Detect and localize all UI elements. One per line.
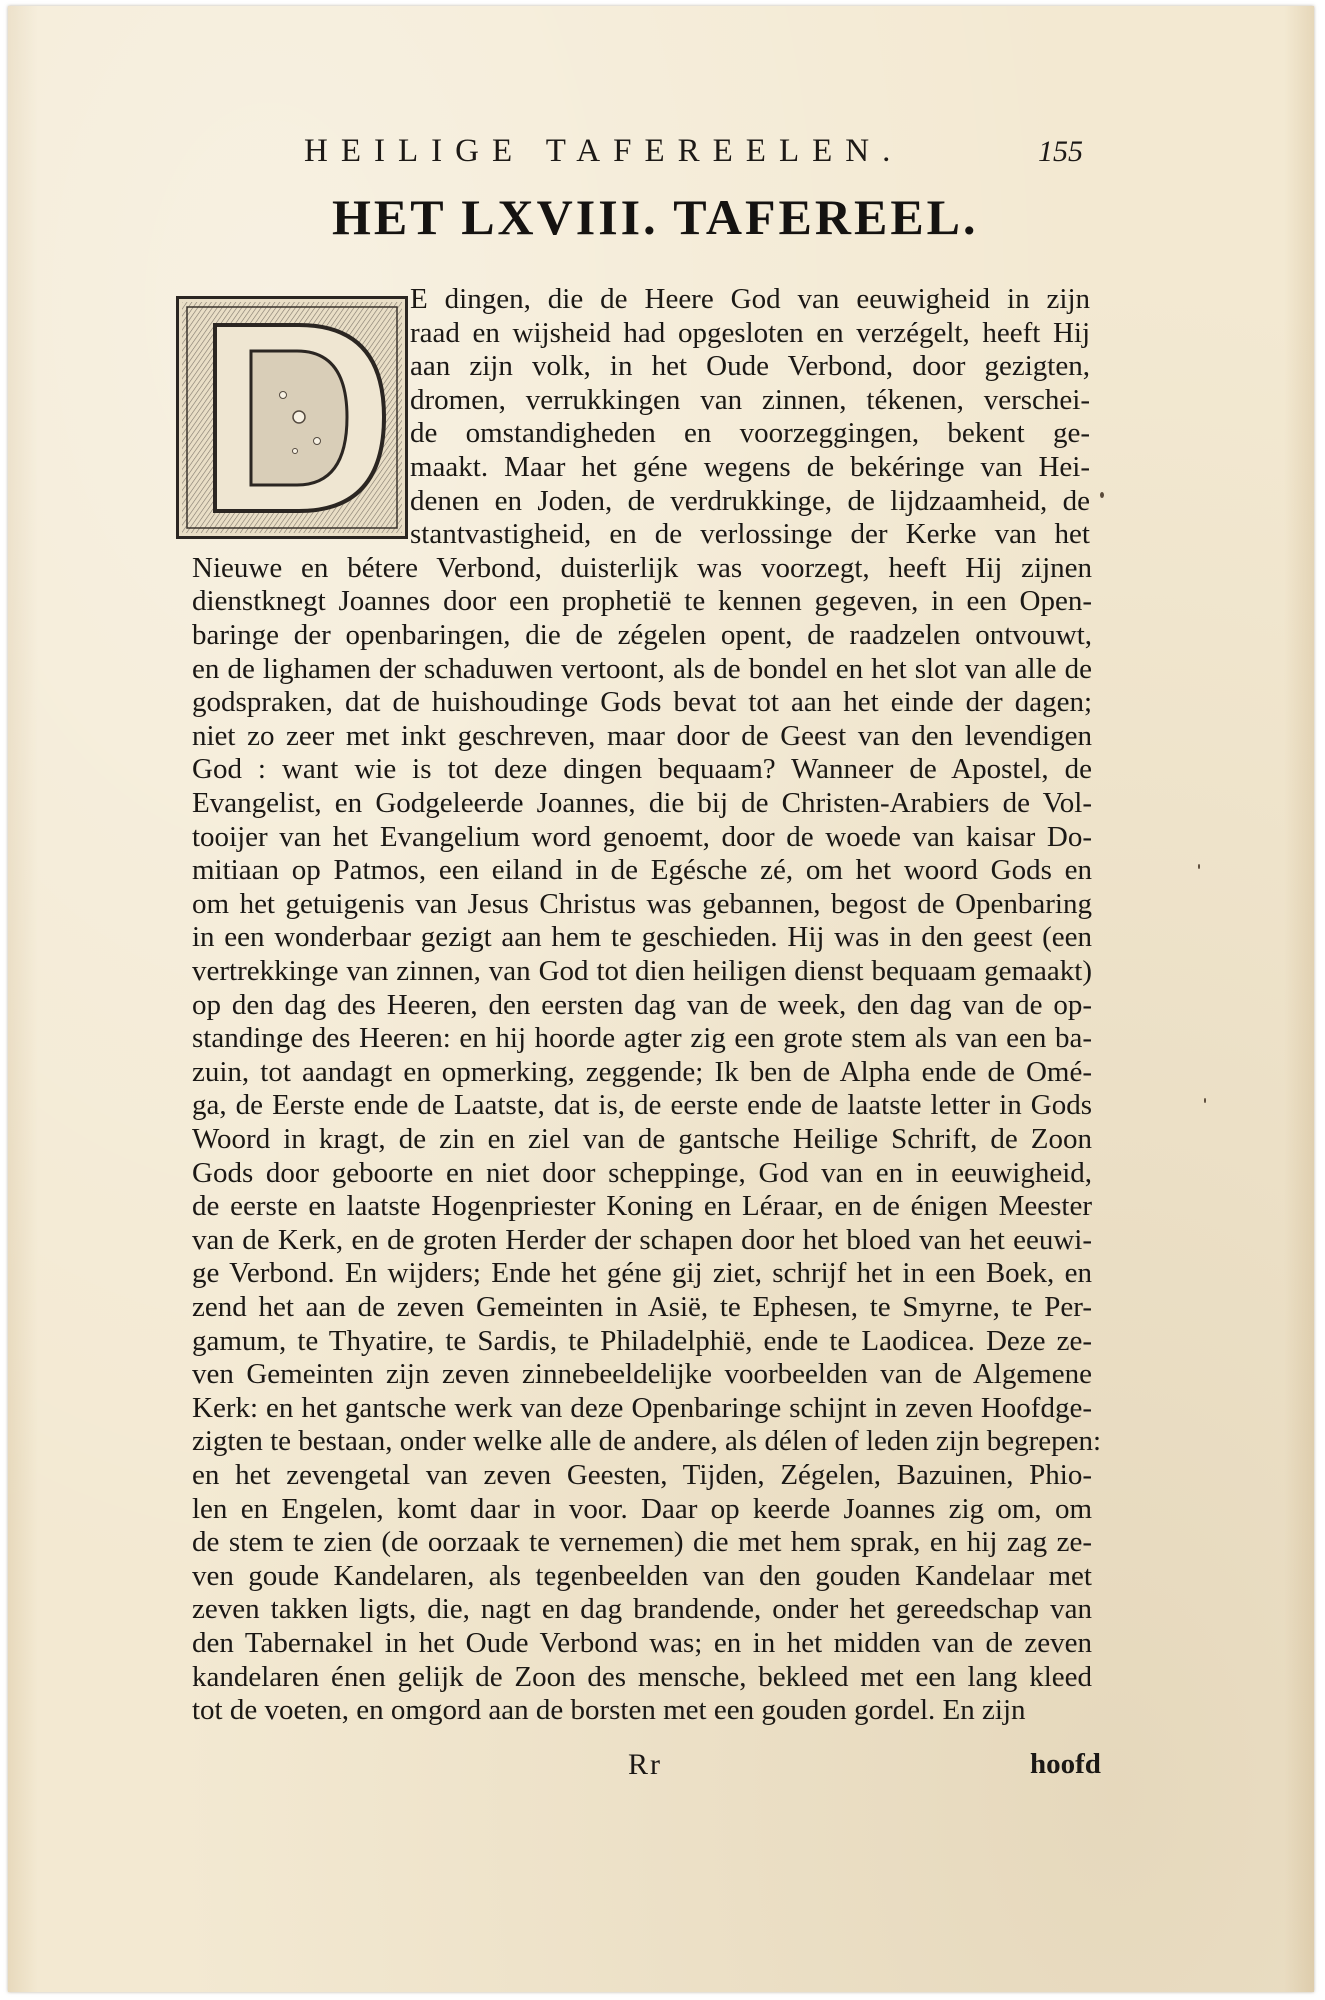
text-line: en het zevengetal van zeven Geesten, Tijden, Zégelen, Bazuinen, Phio- [192,1459,1092,1491]
text-line: de eerste en laatste Hogenpriester Koning en Léraar, en de énigen Meester [192,1190,1092,1223]
text-line: stantvastigheid, en de verlossinge der Kerke van het [410,518,1090,551]
text-line: kandelaren énen gelijk de Zoon des mensche, bekleed met een lang kleed [192,1660,1092,1693]
text-line: denen en Joden, de verdrukkinge, de lijdzaamheid, de [410,484,1090,517]
text-line: len en Engelen, komt daar in voor. Daar op keerde Joannes zig om, om [192,1492,1092,1525]
text-line: Kerk: en het gantsche werk van deze Openbaringe schijnt in zeven Hoofdge- [192,1391,1092,1424]
text-line: Nieuwe en bétere Verbond, duisterlijk was voorzegt, heeft Hij zijnen [192,551,1092,584]
text-line: standinge des Heeren: en hij hoorde agter zig een grote stem als van een ba- [192,1022,1092,1055]
text-line: maakt. Maar het géne wegens de bekéringe van Hei- [410,451,1090,483]
text-line: ga, de Eerste ende de Laatste, dat is, de eerste ende de laatste letter in Gods [192,1089,1092,1122]
text-line: tot de voeten, en omgord aan de borsten met een gouden gordel. En zijn [192,1694,1026,1727]
text-line: om het getuigenis van Jesus Christus was gebannen, begost de Openbaring [192,887,1092,920]
text-line: gamum, te Thyatire, te Sardis, te Philadelphië, ende te Laodicea. Deze ze- [192,1324,1092,1357]
ink-speck [1100,492,1104,498]
text-line: en de lighamen der schaduwen vertoont, als de bondel en het slot van alle de [192,652,1092,685]
text-line: de omstandigheden en voorzeggingen, bekent ge- [410,417,1090,450]
text-line: baringe der openbaringen, die de zégelen opent, de raadzelen ontvouwt, [192,619,1092,651]
text-line: aan zijn volk, in het Oude Verbond, door gezigten, [410,350,1090,383]
text-line: godspraken, dat de huishoudinge Gods bevat tot aan het einde der dagen; [192,686,1092,719]
chapter-title: HET LXVIII. TAFEREEL. [332,189,979,245]
text-line: in een wonderbaar gezigt aan hem te geschieden. Hij was in den geest (een [192,921,1092,954]
text-line: de stem te zien (de oorzaak te vernemen) die met hem sprak, en hij zag ze- [192,1526,1092,1559]
page-sheet [8,6,1314,1992]
text-line: zend het aan de zeven Gemeinten in Asië, te Ephesen, te Smyrne, te Per- [192,1291,1092,1323]
text-line: Gods door geboorte en niet door scheppinge, God van en in eeuwigheid, [192,1156,1092,1189]
text-line: ven goude Kandelaren, als tegenbeelden van den gouden Kandelaar met [192,1559,1092,1592]
running-head: HEILIGE TAFEREELEN. [304,133,904,169]
text-line: zuin, tot aandagt en opmerking, zeggende; Ik ben de Alpha ende de Omé- [192,1055,1092,1088]
text-line: zigten te bestaan, onder welke alle de andere, als délen of leden zijn begrepen: [192,1425,1102,1458]
printer-signature: Rr [628,1748,662,1781]
text-line: dienstknegt Joannes door een prophetië te kennen gegeven, in een Open- [192,585,1092,618]
text-line: zeven takken ligts, die, nagt en dag brandende, onder het gereedschap van [192,1593,1092,1626]
text-line: raad en wijsheid had opgesloten en verzégelt, heeft Hij [410,316,1090,349]
catchword: hoofd [1030,1748,1101,1780]
decorated-initial-letter [176,296,408,539]
ink-speck [1204,1098,1206,1103]
text-line: dromen, verrukkingen van zinnen, tékenen, verschei- [410,383,1090,416]
text-line: E dingen, die de Heere God van eeuwigheid in zijn [410,283,1090,315]
text-line: Evangelist, en Godgeleerde Joannes, die bij de Christen-Arabiers de Vol- [192,787,1092,819]
text-line: op den dag des Heeren, den eersten dag van de week, den dag van de op- [192,988,1092,1021]
text-line: tooijer van het Evangelium word genoemt, door de woede van kaisar Do- [192,820,1092,853]
text-line: niet zo zeer met inkt geschreven, maar door de Geest van den levendigen [192,719,1092,752]
text-line: ge Verbond. En wijders; Ende het géne gij ziet, schrijf het in een Boek, en [192,1257,1092,1290]
text-line: van de Kerk, en de groten Herder der schapen door het bloed van het eeuwi- [192,1223,1092,1256]
text-line: mitiaan op Patmos, een eiland in de Egésche zé, om het woord Gods en [192,854,1092,887]
engraved-initial-d-icon [179,299,405,536]
text-line: Woord in kragt, de zin en ziel van de gantsche Heilige Schrift, de Zoon [192,1123,1092,1155]
ink-speck [1198,864,1200,869]
text-line: ven Gemeinten zijn zeven zinnebeeldelijke voorbeelden van de Algemene [192,1358,1092,1391]
text-line: den Tabernakel in het Oude Verbond was; en in het midden van de zeven [192,1627,1092,1659]
text-line: God : want wie is tot deze dingen bequaam? Wanneer de Apostel, de [192,753,1092,786]
page-number: 155 [1038,135,1083,168]
text-line: vertrekkinge van zinnen, van God tot dien heiligen dienst bequaam gemaakt) [192,955,1092,987]
